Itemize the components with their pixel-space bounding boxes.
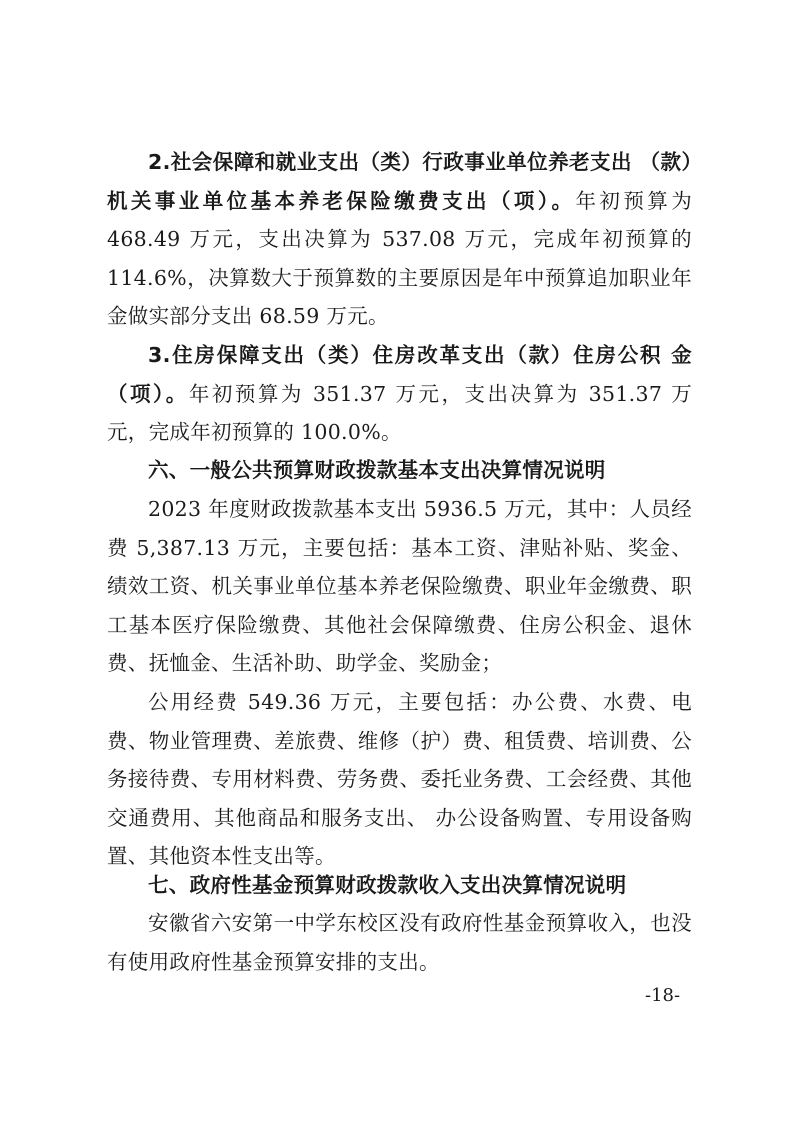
section-2-paragraph xyxy=(107,143,692,336)
heading-six: 六、一般公共预算财政拨款基本支出决算情况说明 xyxy=(148,458,606,482)
section-2-body: 年初预算为 468.49 万元，支出决算为 537.08 万元，完成年初预算的 114.6%，决算数大于预算数的主要原因是年中预算追加职业年金做实部分支出 68.59 万元。 xyxy=(107,188,693,328)
government-fund-paragraph: 安徽省六安第一中学东校区没有政府性基金预算收入，也没有使用政府性基金预算安排的支出。 xyxy=(107,911,692,974)
heading-seven: 七、政府性基金预算财政拨款收入支出决算情况说明 xyxy=(148,873,627,897)
page-number: -18- xyxy=(645,985,681,1006)
section-3-paragraph xyxy=(107,336,692,452)
section-3-title: 3.住房保障支出（类）住房改革支出（款）住房公积 金（项）。 xyxy=(107,343,692,406)
section-2-title: 2.社会保障和就业支出（类）行政事业单位养老支出 （款）机关事业单位基本养老保险缴费支出（项）。 xyxy=(107,150,692,213)
personnel-expense-paragraph: 2023 年度财政拨款基本支出 5936.5 万元，其中：人员经费 5,387.13 万元，主要包括：基本工资、津贴补贴、奖金、绩效工资、机关事业单位基本养老保险缴费、职业年金缴费、职工基本医疗保险缴费、其他社会保障缴费、住房公积金、退休费、抚恤金、生活补助、助学金、奖励金； xyxy=(107,497,692,675)
section-3-body: 年初预算为 351.37 万元，支出决算为 351.37 万 元，完成年初预算的 100.0%。 xyxy=(107,381,692,444)
public-expense-paragraph: 公用经费 549.36 万元，主要包括：办公费、水费、电费、物业管理费、差旅费、维修（护）费、租赁费、培训费、公务接待费、专用材料费、劳务费、委托业务费、工会经费、其他交通费用、其他商品和服务支出、 办公设备购置、专用设备购置、其他资本性支出等。 xyxy=(107,690,692,868)
